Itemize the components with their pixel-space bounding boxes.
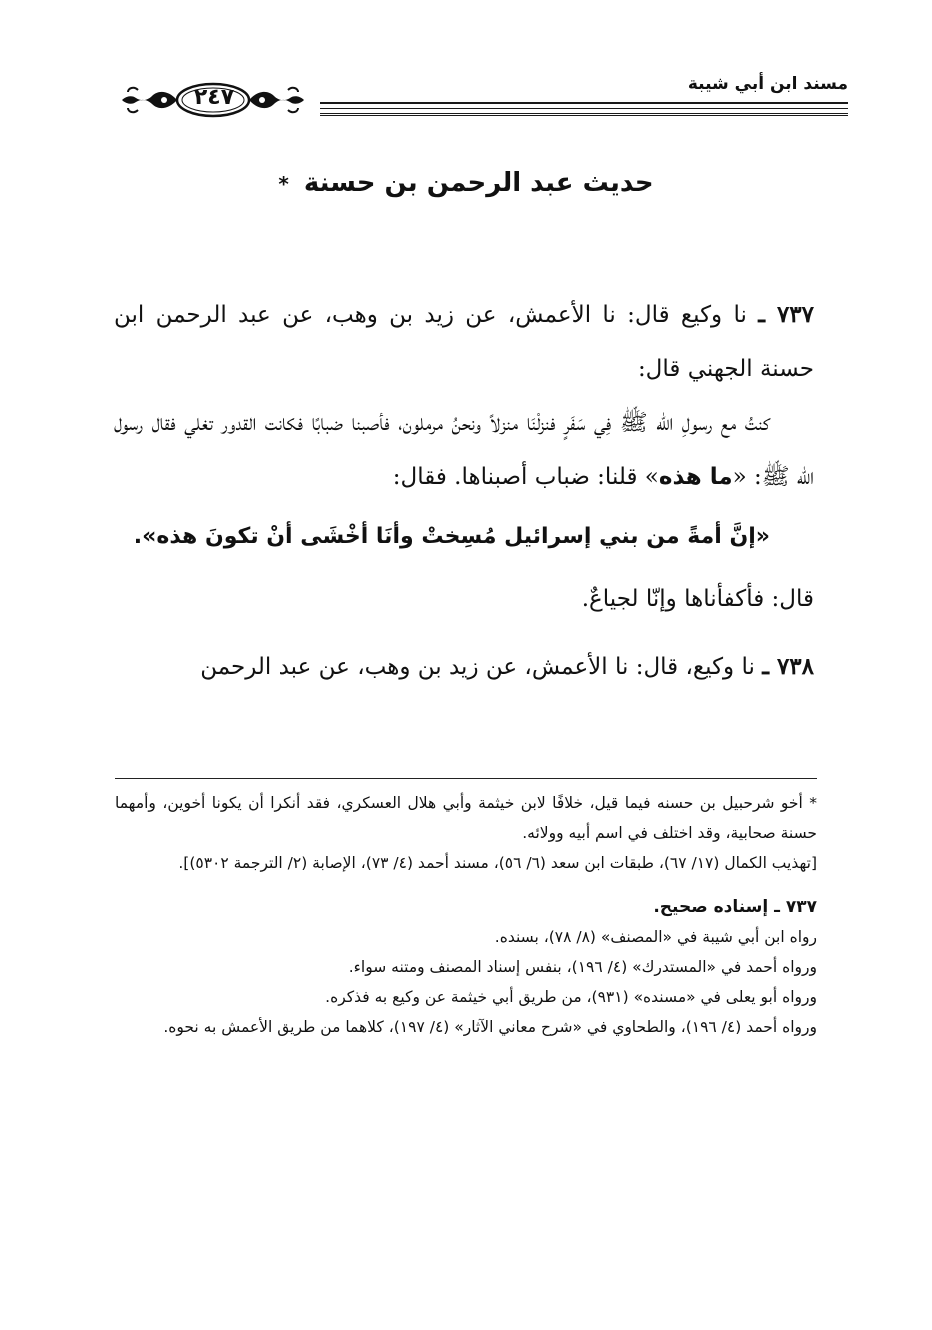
footnote-star: * أخو شرحبيل بن حسنه فيما قيل، خلافًا لابن خيثمة وأبي هلال العسكري، فقد أنكرا أن يكونا أخوين، وأمهما حسنة صحابية، وقد اختلف في اسم أبيه وولائه. (115, 794, 817, 842)
footnote-star-refs: [تهذيب الكمال (١٧/ ٦٧)، طبقات ابن سعد (٦/ ٥٦)، مسند أحمد (٤/ ٧٣)، الإصابة (٢/ الترجمة ٥٣٠٢)]. (178, 854, 817, 872)
matn-emphasis: ما هذه (658, 464, 733, 490)
footnote-737-head: ٧٣٧ ـ إسناده صحيح. (653, 897, 817, 917)
hadith-737-end: قال: فأكفأناها وإنّا لجياعٌ. (581, 586, 814, 612)
footnote-737 (115, 892, 817, 1042)
page-number: ٢٤٧ (193, 85, 235, 110)
matn-text: » قلنا: ضباب أصبناها. فقال: (392, 464, 659, 490)
prophetic-quote: «إنَّ أمةً من بني إسرائيل مُسِختْ وأنَا أخْشَى أنْ تكونَ هذه». (133, 524, 770, 549)
footnote-marker: * (278, 172, 289, 196)
running-title: مسند ابن أبي شيبة (687, 74, 848, 94)
hadith-number: ٧٣٧ ـ (758, 301, 814, 328)
matn-text: كنتُ مع رسولِ الله ﷺ فِي سَفَرٍ فنزلْنَا منزلاً ونحنُ مرملون، فأصبنا ضبابًا فكانت القدور تغلي فقال رسول الله ﷺ: « (114, 410, 814, 490)
footnote-737-line: ورواه أبو يعلى في «مسنده» (٩٣١)، من طريق أبي خيثمة عن وكيع به فذكره. (325, 988, 817, 1006)
hadith-number: ٧٣٨ ـ (762, 653, 814, 680)
paragraph-gap (114, 626, 814, 640)
footnotes (115, 788, 817, 1042)
footnote-737-line: ورواه أحمد (٤/ ١٩٦)، والطحاوي في «شرح معاني الآثار» (٤/ ١٩٧)، كلاهما من طريق الأعمش به نحوه. (163, 1018, 817, 1036)
section-title (0, 168, 932, 198)
hadith-body (114, 288, 814, 694)
hadith-737-isnad (114, 288, 814, 396)
footnote-737-line: رواه ابن أبي شيبة في «المصنف» (٨/ ٧٨)، بسنده. (494, 928, 817, 946)
hadith-737-matn (114, 396, 814, 504)
header-rule (320, 102, 848, 104)
isnad-text: نا وكيع، قال: نا الأعمش، عن زيد بن وهب، عن عبد الرحمن (200, 654, 755, 680)
hadith-738-isnad (114, 640, 814, 694)
footnote-737-line: ورواه أحمد في «المستدرك» (٤/ ١٩٦)، بنفس إسناد المصنف ومتنه سواء. (348, 958, 817, 976)
header-rule (320, 108, 848, 109)
section-title-text: حديث عبد الرحمن بن حسنة (303, 168, 654, 198)
header-rule (320, 113, 848, 116)
footnote-rule (115, 778, 817, 779)
isnad-text: نا وكيع قال: نا الأعمش، عن زيد بن وهب، عن عبد الرحمن ابن حسنة الجهني قال: (114, 302, 814, 382)
